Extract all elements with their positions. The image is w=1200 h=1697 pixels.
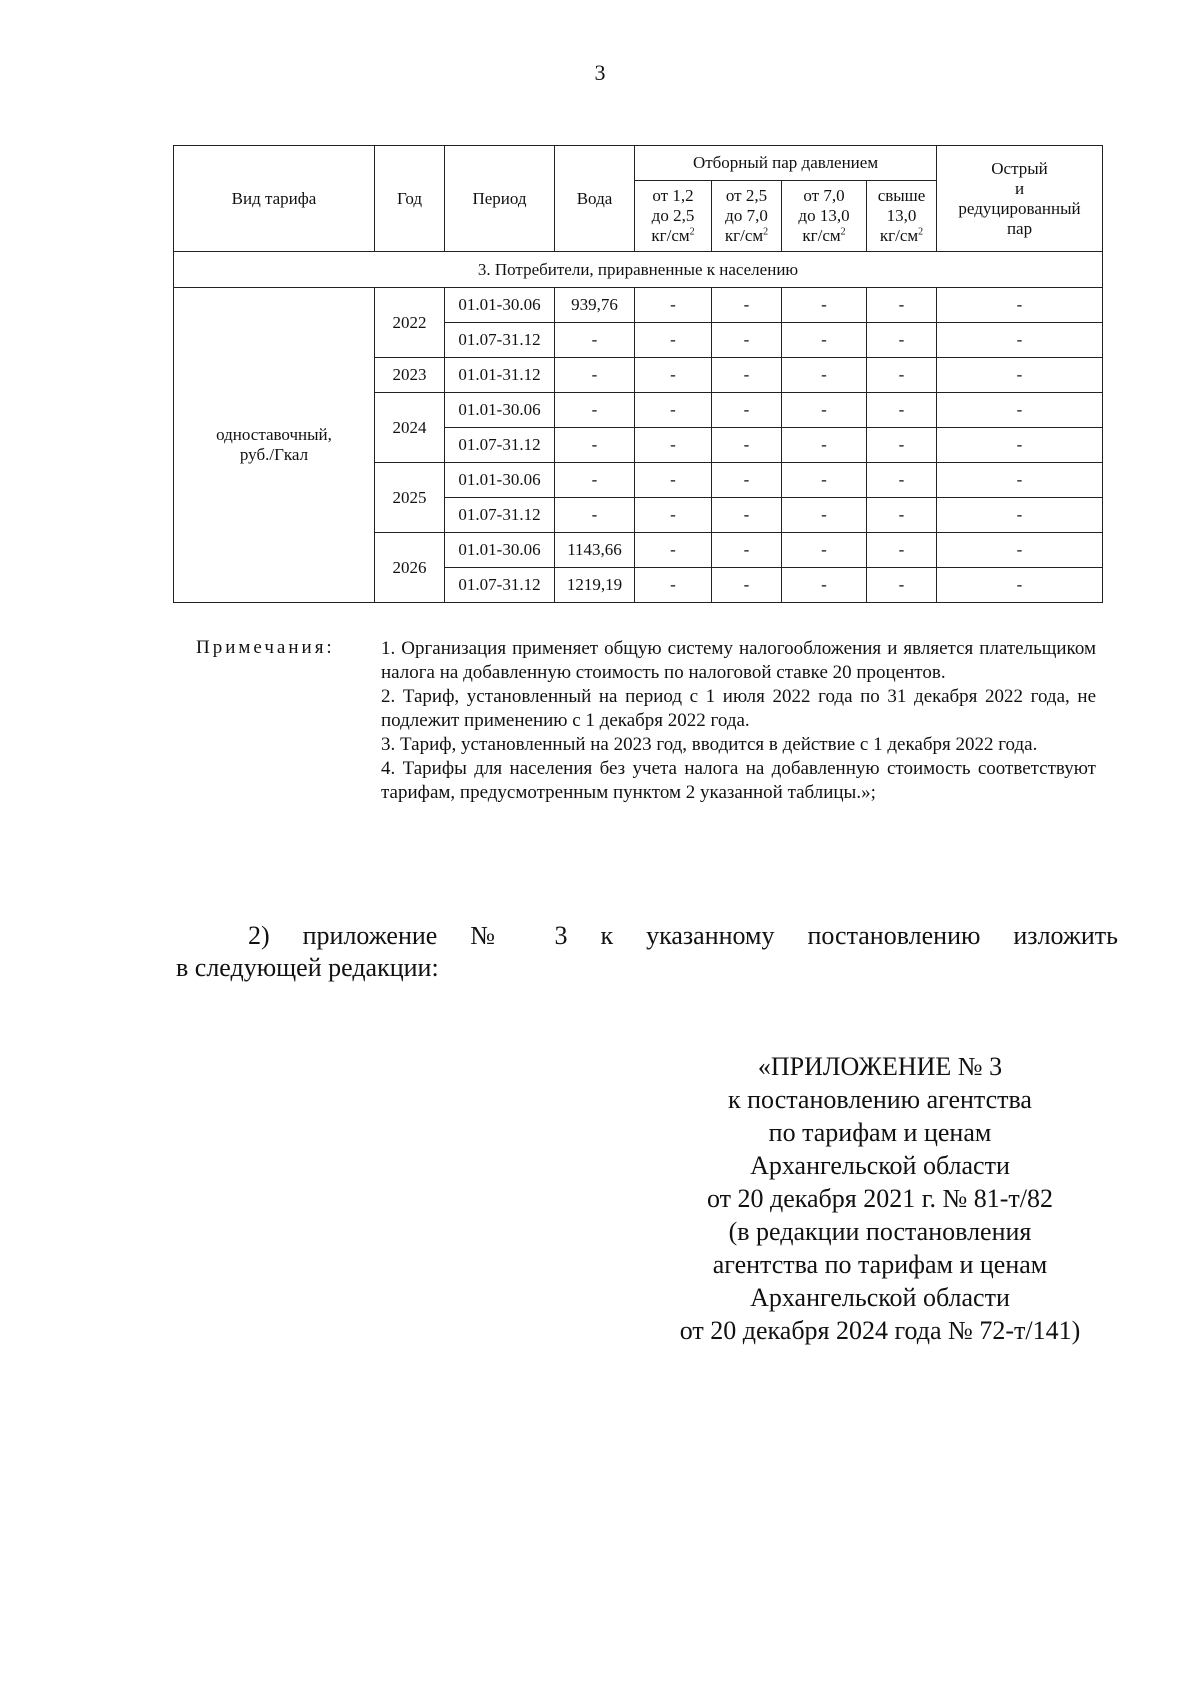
steam-cell: - xyxy=(712,568,782,603)
steam-cell: - xyxy=(712,323,782,358)
amendment-line-1: 2) приложение № 3 к указанному постановлению изложить xyxy=(248,921,1118,950)
sharp-steam-cell: - xyxy=(937,568,1103,603)
note-item: 1. Организация применяет общую систему налогообложения и является плательщиком налога на добавленную стоимость по налоговой ставке 20 процентов. xyxy=(381,638,1096,683)
steam-cell: - xyxy=(712,358,782,393)
note-item: 4. Тарифы для населения без учета налога на добавленную стоимость соответствуют тарифам, предусмотренным пунктом 2 указанной таблицы.»; xyxy=(381,758,1096,803)
water-cell: - xyxy=(555,393,635,428)
notes-block xyxy=(196,637,1096,805)
header-steam-group: Отборный пар давлением xyxy=(635,146,937,181)
period-cell: 01.01-31.12 xyxy=(445,358,555,393)
sharp-steam-cell: - xyxy=(937,358,1103,393)
appendix-header xyxy=(640,1050,1120,1347)
steam-cell: - xyxy=(867,288,937,323)
steam-cell: - xyxy=(782,323,867,358)
year-cell: 2026 xyxy=(375,533,445,603)
steam-cell: - xyxy=(867,568,937,603)
appendix-line: Архангельской области xyxy=(750,1283,1010,1312)
steam-cell: - xyxy=(635,323,712,358)
water-cell: 1219,19 xyxy=(555,568,635,603)
steam-cell: - xyxy=(867,533,937,568)
steam-cell: - xyxy=(635,498,712,533)
appendix-line: Архангельской области xyxy=(750,1151,1010,1180)
sharp-steam-cell: - xyxy=(937,463,1103,498)
period-cell: 01.01-30.06 xyxy=(445,393,555,428)
section-title: 3. Потребители, приравненные к населению xyxy=(174,252,1103,288)
period-cell: 01.01-30.06 xyxy=(445,288,555,323)
appendix-line: агентства по тарифам и ценам xyxy=(712,1250,1048,1279)
steam-cell: - xyxy=(782,463,867,498)
header-year: Год xyxy=(375,146,445,252)
header-steam-4: свыше 13,0 $кг/см^2$ xyxy=(867,181,937,252)
header-sharp-steam: Острый и редуцированный пар xyxy=(937,146,1103,252)
steam-cell: - xyxy=(635,463,712,498)
note-item: 2. Тариф, установленный на период с 1 июля 2022 года по 31 декабря 2022 года, не подлежит применению с 1 декабря 2022 года. xyxy=(381,686,1096,731)
steam-cell: - xyxy=(782,393,867,428)
steam-cell: - xyxy=(782,358,867,393)
steam-cell: - xyxy=(782,288,867,323)
year-cell: 2022 xyxy=(375,288,445,358)
header-period: Период xyxy=(445,146,555,252)
header-water: Вода xyxy=(555,146,635,252)
header-steam-2: от 2,5 до 7,0 $кг/см^2$ xyxy=(712,181,782,252)
steam-cell: - xyxy=(635,533,712,568)
steam-cell: - xyxy=(635,568,712,603)
steam-cell: - xyxy=(867,393,937,428)
sharp-steam-cell: - xyxy=(937,393,1103,428)
water-cell: 939,76 xyxy=(555,288,635,323)
steam-cell: - xyxy=(782,428,867,463)
steam-cell: - xyxy=(712,533,782,568)
tariff-name: одноставочный, руб./Гкал xyxy=(174,288,375,603)
sharp-steam-cell: - xyxy=(937,323,1103,358)
year-cell: 2024 xyxy=(375,393,445,463)
notes-label: Примечания: xyxy=(196,637,335,658)
steam-cell: - xyxy=(782,498,867,533)
water-cell: - xyxy=(555,463,635,498)
period-cell: 01.01-30.06 xyxy=(445,533,555,568)
water-cell: - xyxy=(555,358,635,393)
period-cell: 01.07-31.12 xyxy=(445,498,555,533)
water-cell: - xyxy=(555,498,635,533)
header-steam-3: от 7,0 до 13,0 $кг/см^2$ xyxy=(782,181,867,252)
steam-cell: - xyxy=(635,393,712,428)
steam-cell: - xyxy=(712,428,782,463)
steam-cell: - xyxy=(635,358,712,393)
table-row xyxy=(174,288,1103,323)
sharp-steam-cell: - xyxy=(937,533,1103,568)
steam-cell: - xyxy=(712,393,782,428)
sharp-steam-cell: - xyxy=(937,498,1103,533)
tariff-table xyxy=(173,145,1103,603)
water-cell: - xyxy=(555,323,635,358)
appendix-line: к постановлению агентства xyxy=(728,1085,1032,1114)
sharp-steam-cell: - xyxy=(937,288,1103,323)
year-cell: 2025 xyxy=(375,463,445,533)
steam-cell: - xyxy=(635,288,712,323)
steam-cell: - xyxy=(712,498,782,533)
sharp-steam-cell: - xyxy=(937,428,1103,463)
steam-cell: - xyxy=(712,288,782,323)
page-number: 3 xyxy=(594,60,606,85)
water-cell: 1143,66 xyxy=(555,533,635,568)
appendix-line: по тарифам и ценам xyxy=(768,1118,992,1147)
steam-cell: - xyxy=(712,463,782,498)
header-steam-1: от 1,2 до 2,5 $кг/см^2$ xyxy=(635,181,712,252)
steam-cell: - xyxy=(867,323,937,358)
amendment-paragraph xyxy=(176,920,1118,984)
steam-cell: - xyxy=(867,498,937,533)
note-item: 3. Тариф, установленный на 2023 год, вводится в действие с 1 декабря 2022 года. xyxy=(381,734,1038,755)
period-cell: 01.07-31.12 xyxy=(445,568,555,603)
appendix-line: (в редакции постановления xyxy=(728,1217,1032,1246)
steam-cell: - xyxy=(867,428,937,463)
period-cell: 01.01-30.06 xyxy=(445,463,555,498)
steam-cell: - xyxy=(782,568,867,603)
period-cell: 01.07-31.12 xyxy=(445,323,555,358)
appendix-line: от 20 декабря 2024 года № 72-т/141) xyxy=(679,1316,1081,1345)
header-tariff-type: Вид тарифа xyxy=(174,146,375,252)
appendix-line: от 20 декабря 2021 г. № 81-т/82 xyxy=(706,1184,1054,1213)
steam-cell: - xyxy=(782,533,867,568)
amendment-line-2: в следующей редакции: xyxy=(176,953,439,982)
period-cell: 01.07-31.12 xyxy=(445,428,555,463)
appendix-line: «ПРИЛОЖЕНИЕ № 3 xyxy=(757,1052,1003,1081)
steam-cell: - xyxy=(867,463,937,498)
year-cell: 2023 xyxy=(375,358,445,393)
steam-cell: - xyxy=(635,428,712,463)
water-cell: - xyxy=(555,428,635,463)
steam-cell: - xyxy=(867,358,937,393)
